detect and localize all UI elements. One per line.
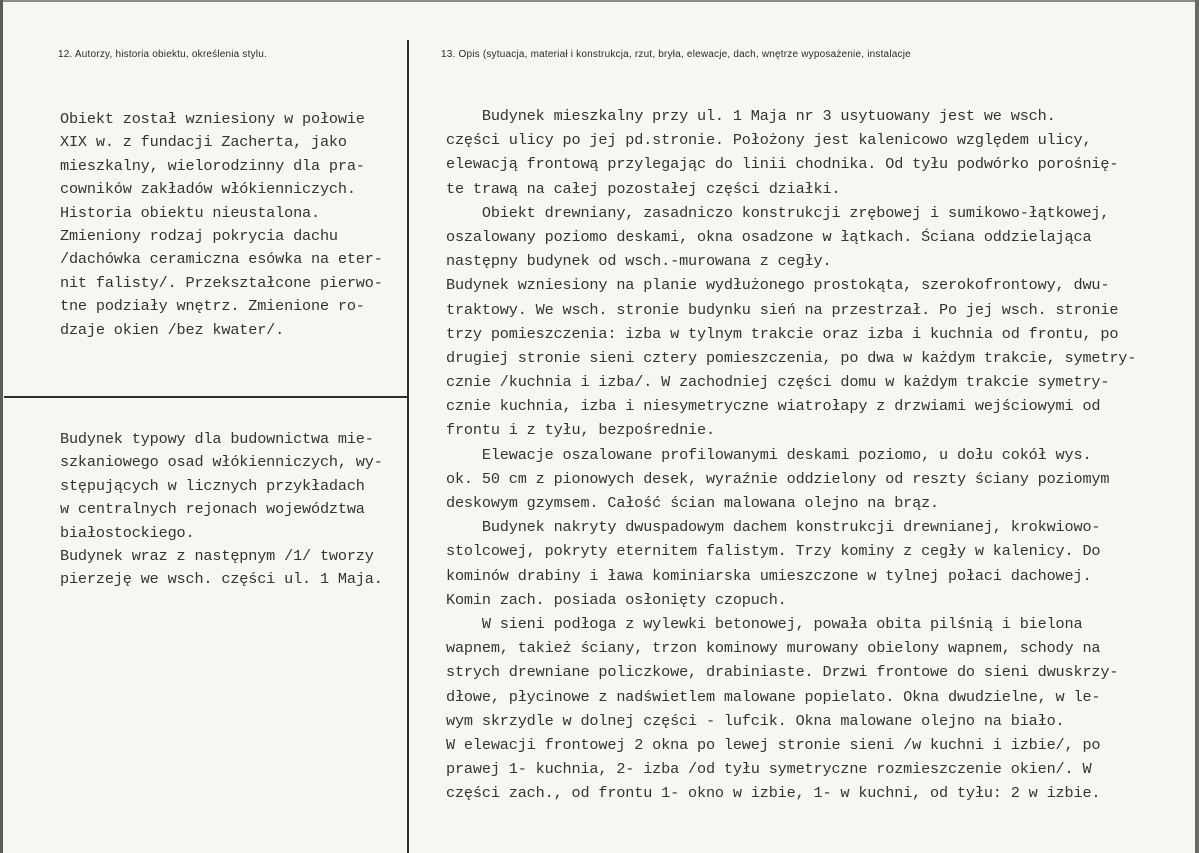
text-line: wym skrzydle w dolnej części - lufcik. Okna malowane olejno na biało. — [446, 711, 1065, 730]
text-line: cznie /kuchnia i izba/. W zachodniej części domu w każdym trakcie symetry- — [446, 373, 1110, 392]
text-line: cznie kuchnia, izba i niesymetryczne wiatrołapy z drzwiami wejściowymi od — [446, 397, 1101, 416]
text-line: XIX w. z fundacji Zacherta, jako — [60, 133, 347, 152]
text-line: Obiekt został wzniesiony w połowie — [60, 110, 365, 128]
text-line: Komin zach. posiada osłonięty czopuch. — [446, 590, 787, 609]
text-line: białostockiego. — [60, 523, 195, 542]
text-line: stolcowej, pokryty eternitem falistym. Trzy kominy z cegły w kalenicy. Do — [446, 542, 1101, 561]
history-text — [60, 108, 383, 342]
page-edge-left — [0, 0, 3, 853]
text-line: stępujących w licznych przykładach — [60, 476, 365, 495]
text-line: Budynek nakryty dwuspadowym dachem konstrukcji drewnianej, krokwiowo- — [446, 518, 1101, 537]
page-edge-right — [1195, 0, 1199, 853]
text-line: Historia obiektu nieustalona. — [60, 203, 320, 222]
text-line: dzaje okien /bez kwater/. — [60, 320, 285, 339]
text-line: ok. 50 cm z pionowych desek, wyraźnie oddzielony od reszty ściany poziomym — [446, 469, 1110, 488]
text-line: pierzeję we wsch. części ul. 1 Maja. — [60, 570, 383, 589]
page-edge-top — [0, 0, 1199, 2]
left-section-divider — [4, 396, 408, 398]
text-line: prawej 1- kuchnia, 2- izba /od tyłu symetryczne rozmieszczenie okien/. W — [446, 760, 1092, 779]
text-line: tne podziały wnętrz. Zmienione ro- — [60, 297, 365, 316]
text-line: szkaniowego osad włókienniczych, wy- — [60, 453, 383, 472]
text-line: W sieni podłoga z wylewki betonowej, powała obita pilśnią i bielona — [446, 614, 1083, 633]
text-line: W elewacji frontowej 2 okna po lewej stronie sieni /w kuchni i izbie/, po — [446, 735, 1101, 754]
text-line: /dachówka ceramiczna esówka na eter- — [60, 250, 383, 269]
text-line: Elewacje oszalowane profilowanymi deskami poziomo, u dołu cokół wys. — [446, 445, 1092, 464]
text-line: cowników zakładów włókienniczych. — [60, 180, 356, 199]
text-line: te trawą na całej pozostałej części działki. — [446, 179, 841, 198]
text-line: nit falisty/. Przekształcone pierwo- — [60, 273, 383, 292]
text-line: elewacją frontową przylegając do linii chodnika. Od tyłu podwórko porośnię- — [446, 155, 1119, 174]
style-text — [60, 428, 383, 592]
text-line: Budynek wraz z następnym /1/ tworzy — [60, 546, 374, 565]
column-divider — [407, 40, 409, 853]
text-line: trzy pomieszczenia: izba w tylnym trakcie oraz izba i kuchnia od frontu, po — [446, 324, 1119, 343]
text-line: następny budynek od wsch.-murowana z cegły. — [446, 252, 832, 271]
text-line: Obiekt drewniany, zasadniczo konstrukcji zrębowej i sumikowo-łątkowej, — [446, 203, 1110, 222]
text-line: oszalowany poziomo deskami, okna osadzone w łątkach. Ściana oddzielająca — [446, 227, 1092, 246]
description-text — [446, 104, 1136, 805]
text-line: deskowym gzymsem. Całość ścian malowana olejno na brąz. — [446, 494, 940, 512]
text-line: części ulicy po jej pd.stronie. Położony jest kalenicowo względem ulicy, — [446, 131, 1092, 150]
text-line: części zach., od frontu 1- okno w izbie, 1- w kuchni, od tyłu: 2 w izbie. — [446, 784, 1101, 803]
text-line: traktowy. We wsch. stronie budynku sień na przestrzał. Po jej wsch. stronie — [446, 300, 1119, 319]
text-line: strych drewniane policzkowe, drabiniaste. Drzwi frontowe do sieni dwuskrzy- — [446, 663, 1119, 682]
text-line: frontu i z tyłu, bezpośrednie. — [446, 421, 715, 440]
text-line: mieszkalny, wielorodzinny dla pra- — [60, 156, 365, 175]
text-line: wapnem, takież ściany, trzon kominowy murowany obielony wapnem, schody na — [446, 639, 1101, 658]
text-line: w centralnych rejonach województwa — [60, 500, 365, 519]
section-12-header: 12. Autorzy, historia obiektu, określenia stylu. — [58, 49, 267, 60]
text-line: Budynek mieszkalny przy ul. 1 Maja nr 3 usytuowany jest we wsch. — [446, 107, 1056, 125]
text-line: dłowe, płycinowe z nadświetlem malowane popielato. Okna dwudzielne, w le- — [446, 687, 1101, 706]
text-line: Budynek typowy dla budownictwa mie- — [60, 430, 374, 448]
text-line: drugiej stronie sieni cztery pomieszczenia, po dwa w każdym trakcie, symetry- — [446, 348, 1137, 367]
text-line: kominów drabiny i ława kominiarska umieszczone w tylnej połaci dachowej. — [446, 566, 1092, 585]
text-line: Zmieniony rodzaj pokrycia dachu — [60, 226, 338, 245]
section-13-header: 13. Opis (sytuacja, materiał i konstrukcja, rzut, bryła, elewacje, dach, wnętrze wyposażenie, instalacje — [441, 49, 911, 60]
text-line: Budynek wzniesiony na planie wydłużonego prostokąta, szerokofrontowy, dwu- — [446, 276, 1110, 295]
